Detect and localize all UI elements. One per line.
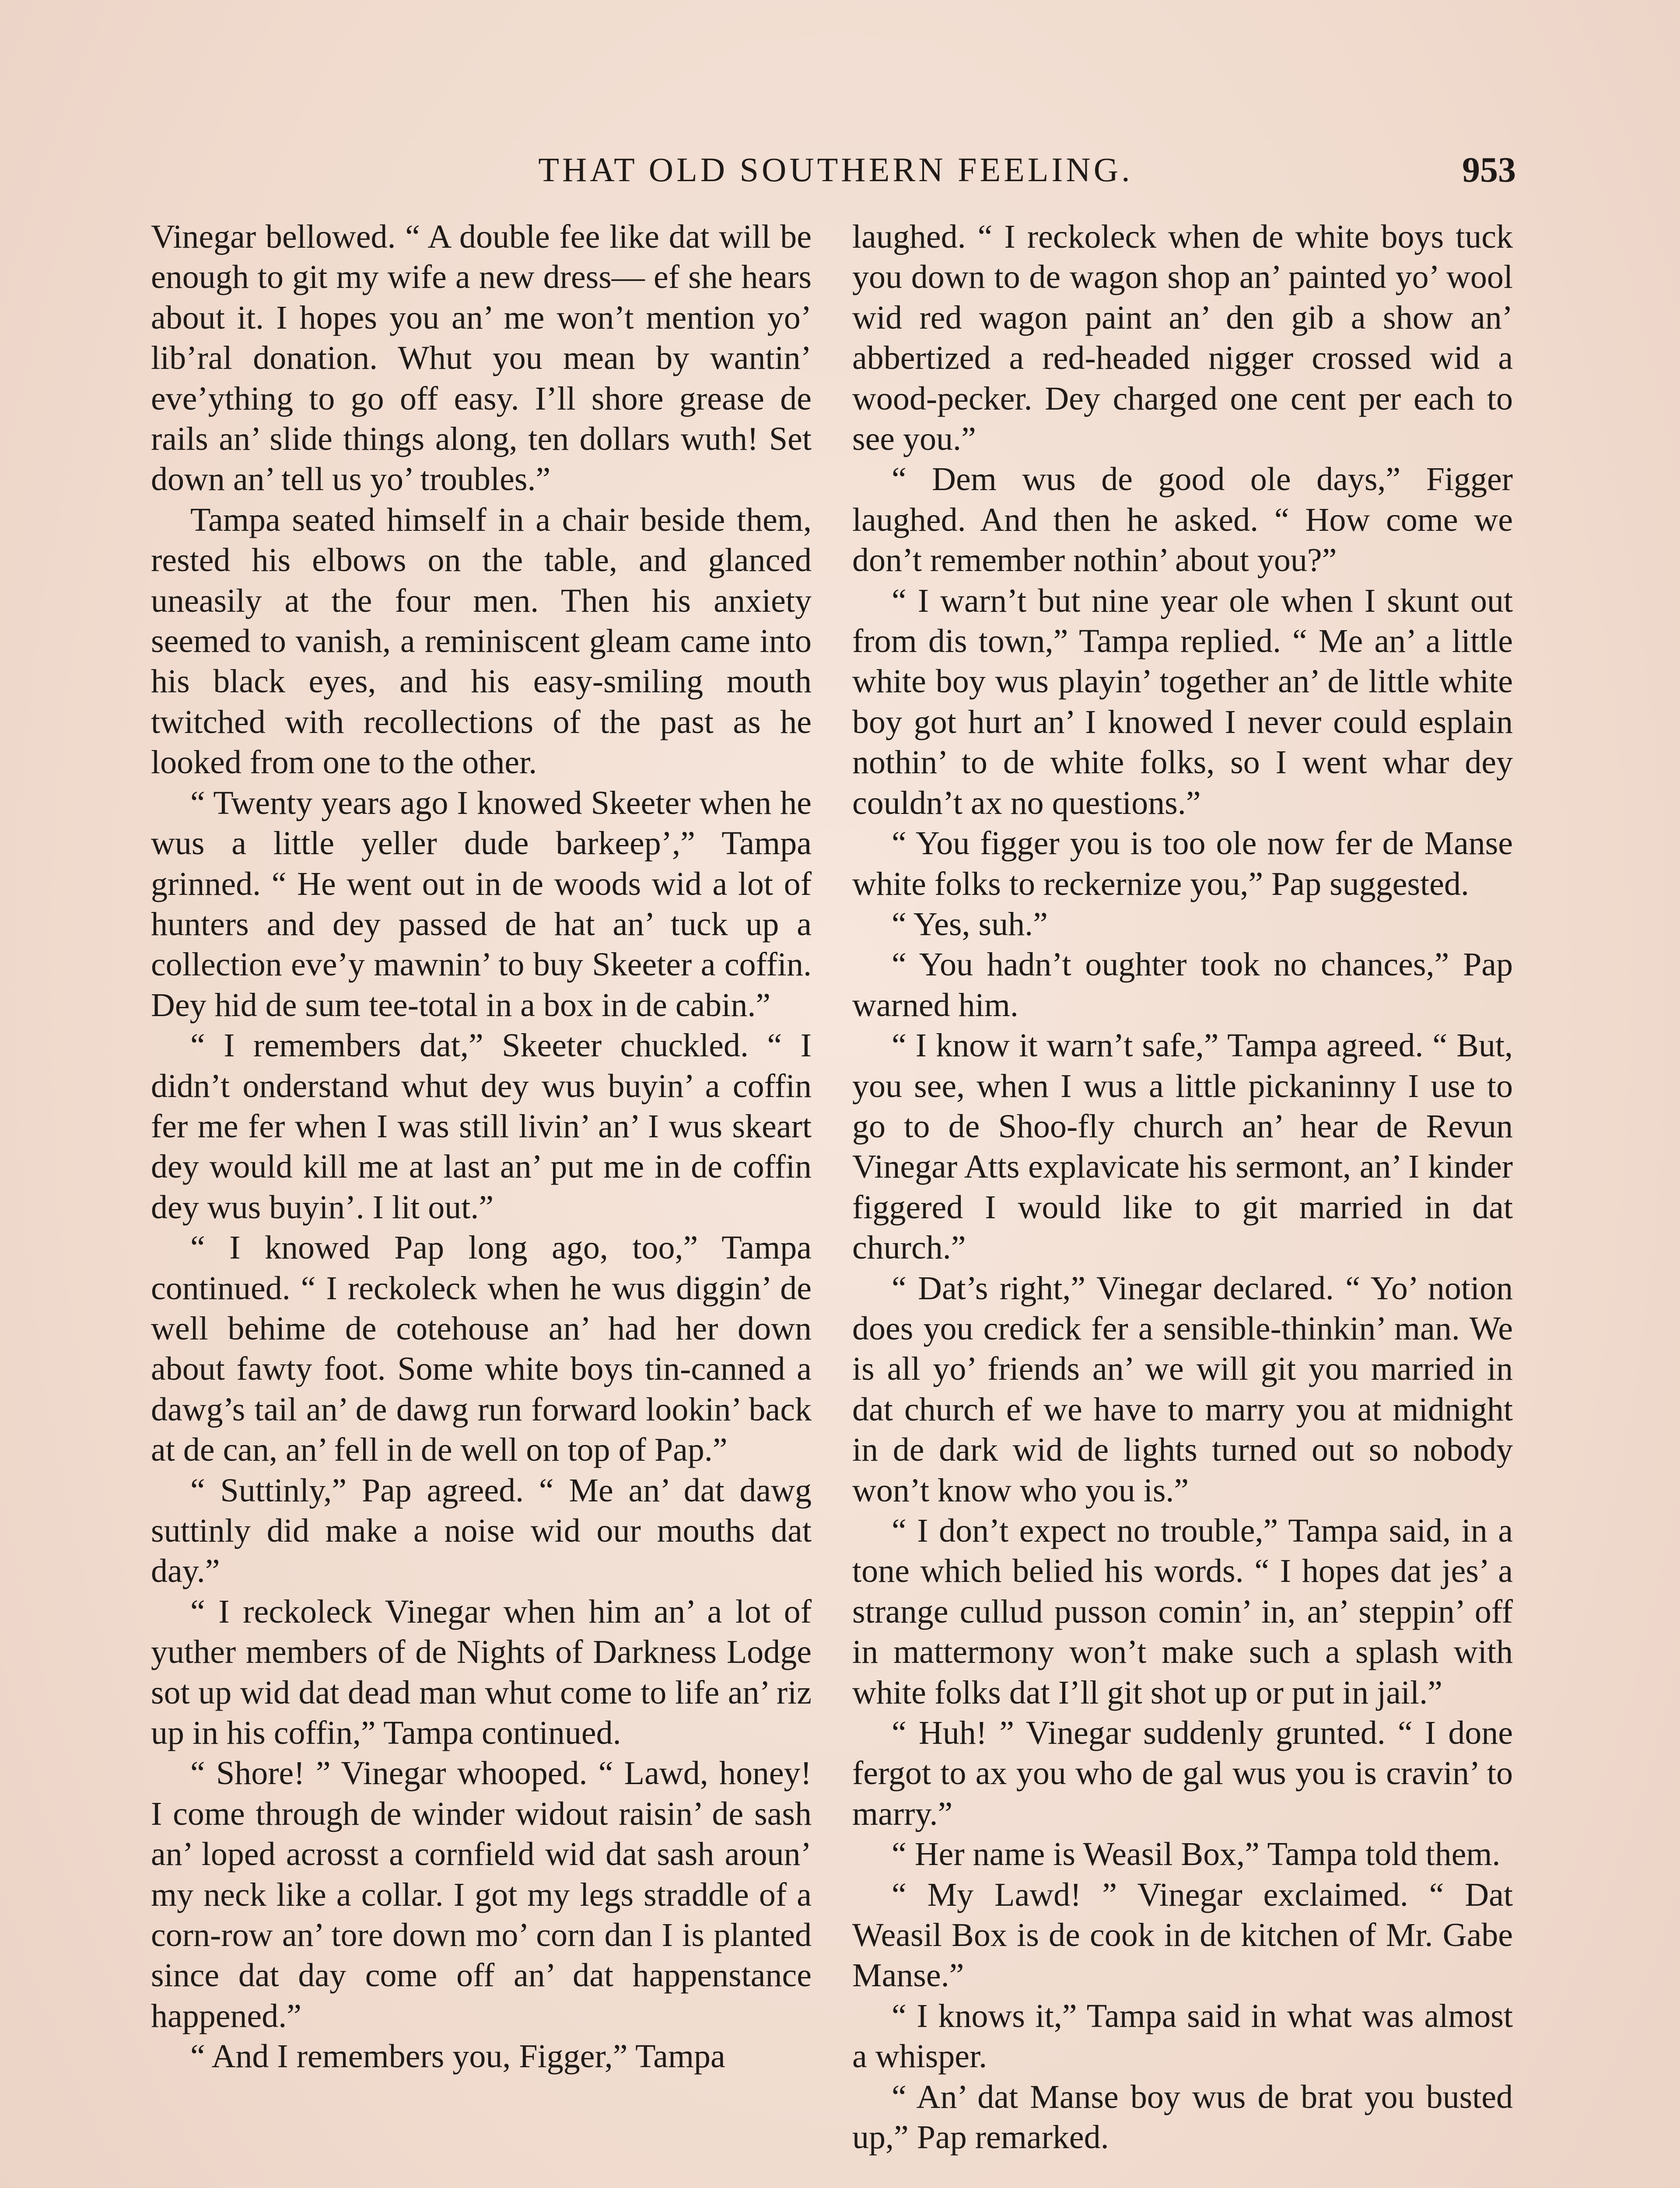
left-column — [151, 217, 812, 2077]
paragraph: “ You figger you is too ole now fer de Manse white folks to reckernize you,” Pap suggested. — [852, 825, 1513, 902]
page-header — [155, 139, 1516, 200]
paragraph: “ I knows it,” Tampa said in what was almost a whisper. — [852, 1997, 1513, 2075]
paragraph: “ I warn’t but nine year ole when I skunt out from dis town,” Tampa replied. “ Me an’ a little white boy wus playin’ together an’ de little white boy got hurt an’ I knowed I never could esplain nothin’ to de white folks, so I went whar dey couldn’t ax no questions.” — [852, 582, 1513, 821]
paragraph: Tampa seated himself in a chair beside them, rested his elbows on the table, and glanced uneasily at the four men. Then his anxiety seemed to vanish, a reminiscent gleam came into his black eyes, and his easy-smiling mouth twitched with recollections of the past as he looked from one to the other. — [151, 501, 812, 781]
paragraph: “ I don’t expect no trouble,” Tampa said, in a tone which belied his words. “ I hopes dat jes’ a strange cullud pusson comin’ in, an’ steppin’ off in mattermony won’t make such a splash with white folks dat I’ll git shot up or put in jail.” — [852, 1512, 1513, 1711]
paragraph: “ I knowed Pap long ago, too,” Tampa continued. “ I reckoleck when he wus diggin’ de well behime de cotehouse an’ had her down about fawty foot. Some white boys tin-canned a dawg’s tail an’ de dawg run forward lookin’ back at de can, an’ fell in de well on top of Pap.” — [151, 1229, 812, 1469]
paragraph: “ I remembers dat,” Skeeter chuckled. “ I didn’t onderstand whut dey wus buyin’ a coffin fer me fer when I was still livin’ an’ I wus skeart dey would kill me at last an’ put me in de coffin dey wus buyin’. I lit out.” — [151, 1027, 812, 1226]
paragraph: “ Shore! ” Vinegar whooped. “ Lawd, honey! I come through de winder widout raisin’ de sash an’ loped acrosst a cornfield wid dat sash aroun’ my neck like a collar. I got my legs straddle of a corn-row an’ tore down mo’ corn dan I is planted since dat day come off an’ dat happenstance happened.” — [151, 1755, 812, 2034]
paragraph: “ Yes, suh.” — [892, 905, 1048, 943]
paragraph: “ Dem wus de good ole days,” Figger laughed. And then he asked. “ How come we don’t remember nothin’ about you?” — [852, 461, 1513, 579]
running-head: THAT OLD SOUTHERN FEELING. — [538, 151, 1133, 189]
paragraph: “ Her name is Weasil Box,” Tampa told them. — [892, 1836, 1501, 1873]
paragraph: laughed. “ I reckoleck when de white boys tuck you down to de wagon shop an’ painted yo’ wool wid red wagon paint an’ den gib a show an’ abbertized a red-headed nigger crossed wid a wood-pecker. Dey charged one cent per each to see you.” — [852, 218, 1513, 458]
paragraph: “ Huh! ” Vinegar suddenly grunted. “ I done fergot to ax you who de gal wus you is cravin’ to marry.” — [852, 1715, 1513, 1832]
paragraph: “ I know it warn’t safe,” Tampa agreed. “ But, you see, when I wus a little pickaninny I use to go to de Shoo-fly church an’ hear de Revun Vinegar Atts explavicate his sermont, an’ I kinder figgered I would like to git married in dat church.” — [852, 1027, 1513, 1266]
paragraph: “ An’ dat Manse boy wus de brat you busted up,” Pap remarked. — [852, 2078, 1513, 2156]
paragraph: Vinegar bellowed. “ A double fee like dat will be enough to git my wife a new dress— ef she hears about it. I hopes you an’ me won’t mention yo’ lib’ral donation. Whut you mean by wantin’ eve’ything to go off easy. I’ll shore grease de rails an’ slide things along, ten dollars wuth! Set down an’ tell us yo’ troubles.” — [151, 218, 812, 498]
page-number: 953 — [1462, 150, 1516, 189]
paragraph: “ And I remembers you, Figger,” Tampa — [190, 2038, 725, 2075]
paragraph: “ I reckoleck Vinegar when him an’ a lot of yuther members of de Nights of Darkness Lodge sot up wid dat dead man whut come to life an’ riz up in his coffin,” Tampa continued. — [151, 1593, 812, 1752]
paragraph: “ Suttinly,” Pap agreed. “ Me an’ dat dawg suttinly did make a noise wid our mouths dat day.” — [151, 1472, 812, 1590]
paragraph: “ Twenty years ago I knowed Skeeter when he wus a little yeller dude barkeep’,” Tampa grinned. “ He went out in de woods wid a lot of hunters and dey passed de hat an’ tuck up a collection eve’y mawnin’ to buy Skeeter a coffin. Dey hid de sum tee-total in a box in de cabin.” — [151, 784, 812, 1024]
paragraph: “ You hadn’t oughter took no chances,” Pap warned him. — [852, 946, 1513, 1024]
paragraph: “ Dat’s right,” Vinegar declared. “ Yo’ notion does you credick fer a sensible-thinkin’ man. We is all yo’ friends an’ we will git you married in dat church ef we have to marry you at midnight in de dark wid de lights turned out so nobody won’t know who you is.” — [852, 1269, 1513, 1509]
right-column — [852, 217, 1513, 2158]
paragraph: “ My Lawd! ” Vinegar exclaimed. “ Dat Weasil Box is de cook in de kitchen of Mr. Gabe Manse.” — [852, 1876, 1513, 1994]
